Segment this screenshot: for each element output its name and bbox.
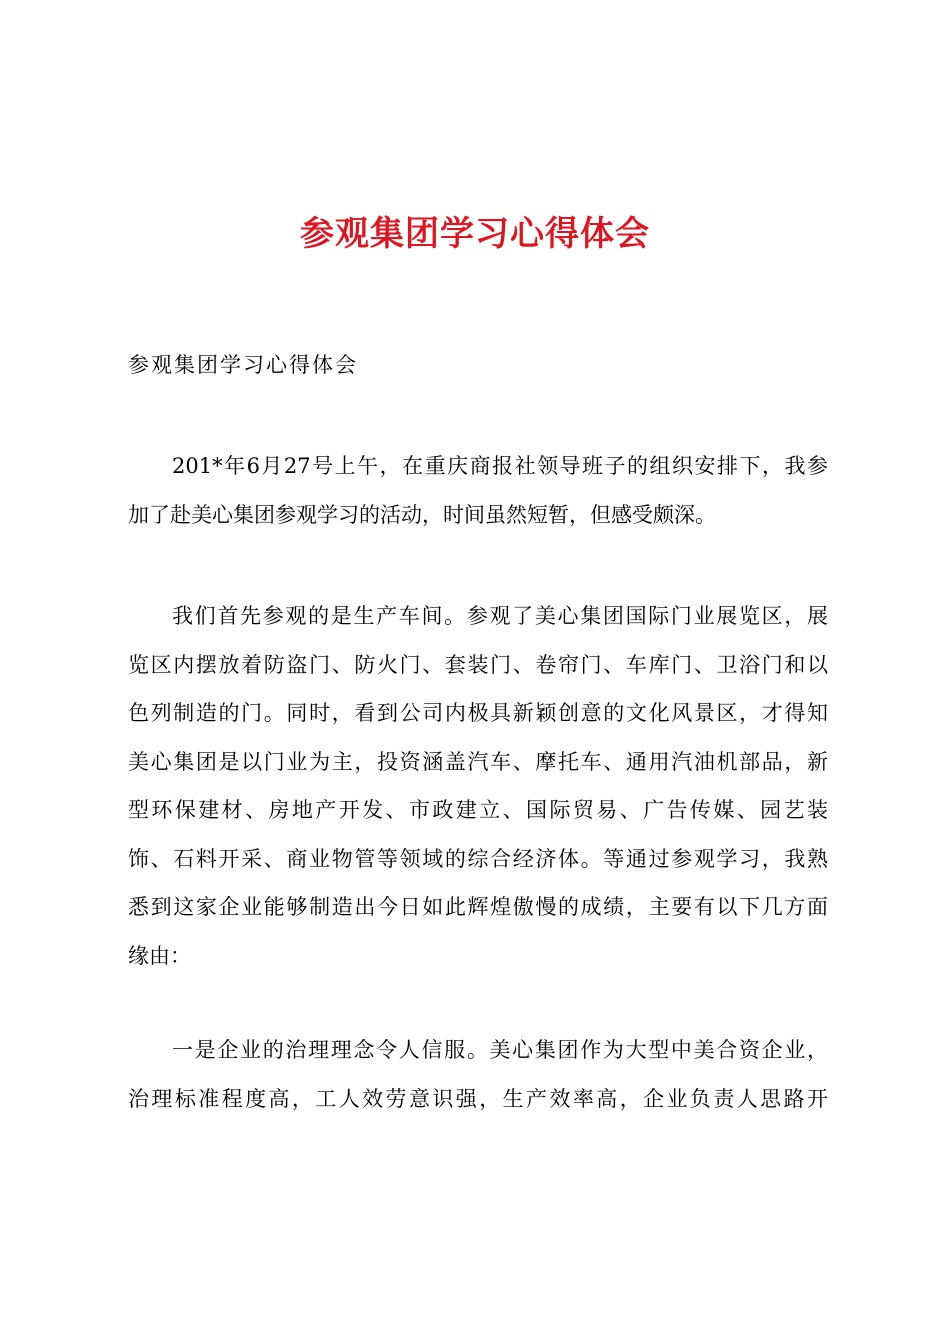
paragraph-line: 一是企业的治理理念令人信服。美心集团作为大型中美合资企业， xyxy=(172,1038,828,1062)
paragraph-1 xyxy=(128,442,828,539)
paragraph-2 xyxy=(128,592,828,980)
paragraph-line: 悉到这家企业能够制造出今日如此辉煌傲慢的成绩，主要有以下几方面 xyxy=(128,895,828,919)
paragraph-line: 加了赴美心集团参观学习的活动，时间虽然短暂，但感受颇深。 xyxy=(128,502,716,527)
paragraph-line: 201*年6月27号上午，在重庆商报社领导班子的组织安排下，我参 xyxy=(172,454,828,478)
paragraph-3 xyxy=(128,1026,828,1123)
document-subtitle: 参观集团学习心得体会 xyxy=(128,353,358,377)
paragraph-line: 我们首先参观的是生产车间。参观了美心集团国际门业展览区，展 xyxy=(172,604,828,628)
paragraph-line: 型环保建材、房地产开发、市政建立、国际贸易、广告传媒、园艺装 xyxy=(128,798,828,822)
paragraph-line: 缘由： xyxy=(128,943,191,968)
paragraph-line: 色列制造的门。同时，看到公司内极具新颖创意的文化风景区，才得知 xyxy=(128,701,828,725)
paragraph-line: 美心集团是以门业为主，投资涵盖汽车、摩托车、通用汽油机部品，新 xyxy=(128,749,828,774)
paragraph-line: 治理标准程度高，工人效劳意识强，生产效率高，企业负责人思路开 xyxy=(128,1086,828,1111)
paragraph-line: 饰、石料开采、商业物管等领域的综合经济体。等通过参观学习，我熟 xyxy=(128,846,828,871)
document-title: 参观集团学习心得体会 xyxy=(300,214,650,254)
paragraph-line: 览区内摆放着防盗门、防火门、套装门、卷帘门、车库门、卫浴门和以 xyxy=(128,652,828,677)
